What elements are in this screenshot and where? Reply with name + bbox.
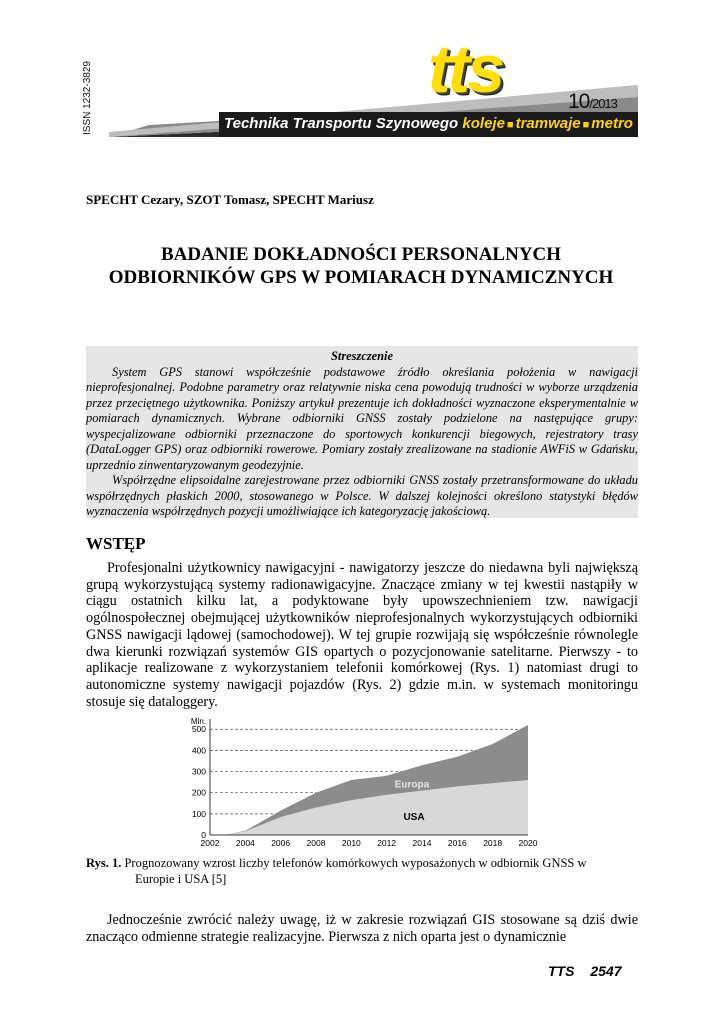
x-tick-label: 2012 [377,838,397,848]
abstract-box [86,346,638,518]
x-tick-label: 2014 [412,838,432,848]
issn-label: ISSN 1232-3829 [82,61,93,135]
journal-title-bar [222,113,640,135]
x-tick-label: 2004 [235,838,255,848]
x-tick-label: 2018 [483,838,503,848]
x-tick-label: 2006 [271,838,291,848]
intro-paragraph-1: Profesjonalni użytkownicy nawigacyjni - nawigatorzy jeszcze do niedawna byli największą grupą wykorzystującą systemy radionawigacyjne. Znaczące zmiany w tej kwestii nastąpiły w ciągu ostatnich kilku lat, a podyktowane były upowszechnieniem tzw. nawigacji ogólnospołecznej obejmującej użytkowników nieprofesjonalnych wykorzystujących odbiorniki GNSS nawigacji lądowej (samochodowej). W tej grupie rozwijają się współcześnie równolegle dwa kierunki rozwiązań systemów GIS opartych o pozycjonowanie satelitarne. Pierwszy - to aplikacje realizowane z wykorzystaniem telefonii komórkowej (Rys. 1) natomiast drugi to autonomiczne systemy nawigacji pojazdów (Rys. 2) gdzie m.in. w systemach monitoringu stosuje się dataloggery. [86,560,638,710]
caption-text-line1: Prognozowany wzrost liczby telefonów komórkowych wyposażonych w odbiornik GNSS w [124,856,587,870]
y-tick-label: 0 [201,830,206,840]
y-axis-label: Mln. [190,717,206,726]
separator-icon: ■ [582,119,590,131]
gnss-phone-forecast-chart [180,713,550,858]
article-title: BADANIE DOKŁADNOŚCI PERSONALNYCH ODBIORNIKÓW GPS W POMIARACH DYNAMICZNYCH [108,244,614,288]
tagline-koleje: koleje [462,115,505,132]
x-tick-label: 2020 [518,838,538,848]
separator-icon: ■ [506,119,514,131]
figure-caption [86,855,638,887]
tagline-metro: metro [591,115,633,132]
footer-journal-abbr: TTS [548,963,575,979]
chart-canvas [180,713,550,858]
abstract-paragraph-2: Współrzędne elipsoidalne zarejestrowane przez odbiorniki GNSS zostały przetransformowane do układu współrzędnych płaskich 2000, stosowanego w Polsce. W dalszej kolejności określono statystyki błędów wyznaczenia współrzędnych pozycji umożliwiające ich kategoryzację jakościową. [86,473,638,518]
y-tick-label: 400 [191,745,206,756]
authors: SPECHT Cezary, SZOT Tomasz, SPECHT Mariusz [86,192,374,207]
caption-text-line2: Europie i USA [5] [135,872,227,886]
y-tick-label: 200 [191,787,206,798]
abstract-heading: Streszczenie [331,349,393,363]
abstract-paragraph-1: System GPS stanowi współcześnie podstawowe źródło określania położenia w nawigacji nieprofesjonalnej. Podobne parametry oraz relatywnie niska cena powodują trudności w wyborze urządzenia przez przeciętnego użytkownika. Poniższy artykuł prezentuje ich dokładności wyznaczone eksperymentalnie w pomiarach dynamicznych. Wybrane odbiorniki GNSS zostały podzielone na następujące grupy: wyspecjalizowane odbiorniki przeznaczone do sportowych konkurencji biegowych, rejestratory trasy (DataLogger GPS) oraz odbiorniki rowerowe. Pomiary zostały zrealizowane na stadionie AWFiS w Gdańsku, uprzednio zinwentaryzowanym geodezyjnie. [86,364,638,472]
tagline-tramwaje: tramwaje [515,115,581,132]
y-tick-label: 500 [191,724,206,735]
series-label-usa: USA [403,812,425,824]
caption-label: Rys. 1. [86,856,122,870]
intro-paragraph-2: Jednocześnie zwrócić należy uwagę, iż w zakresie rozwiązań GIS stosowane są dziś dwie znacząco odmienne strategie realizacyjne. Pierwsza z nich oparta jest o dynamicznie [86,912,638,945]
x-tick-label: 2002 [200,838,220,848]
y-tick-label: 100 [191,808,206,819]
page-footer [548,963,622,979]
x-tick-label: 2010 [341,838,361,848]
section-heading: WSTĘP [86,534,146,553]
series-label-europa: Europa [394,779,430,791]
issue-number: 10/2013 [568,90,617,113]
tts-logo: tts [428,31,503,107]
x-tick-label: 2008 [306,838,326,848]
x-tick-label: 2016 [447,838,467,848]
page-number: 2547 [590,963,622,979]
journal-name: Technika Transportu Szynowego [224,115,459,132]
y-tick-label: 300 [191,766,206,777]
